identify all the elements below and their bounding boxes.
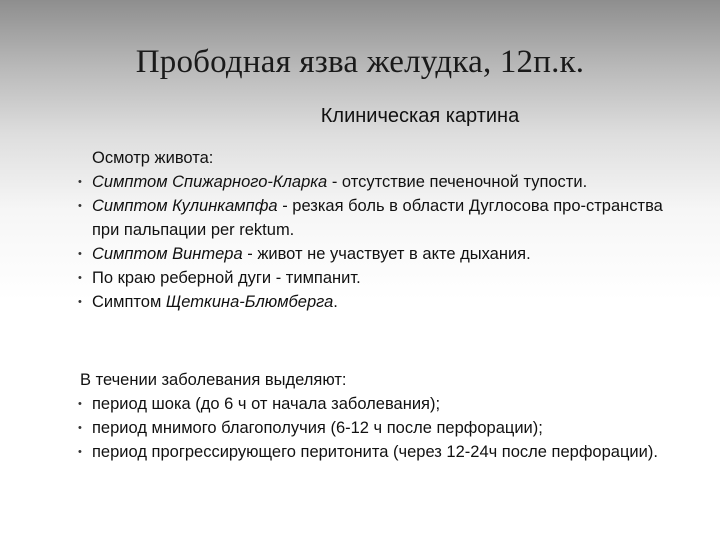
symptom-description: - живот не участвует в акте дыхания.: [242, 245, 531, 263]
symptom-description: По краю реберной дуги - тимпанит.: [92, 269, 361, 287]
course-item-text: период мнимого благополучия (6-12 ч после перфорации);: [92, 419, 543, 437]
symptom-name: Симптом Винтера: [92, 245, 243, 263]
symptom-name: Симптом Спижарного-Кларка: [92, 173, 328, 191]
slide-subtitle: Клиническая картина: [320, 105, 520, 127]
course-item: [72, 416, 692, 440]
symptom-description: - резкая боль в области Дуглосова про-странства при пальпации per rektum.: [92, 197, 663, 239]
course-item: [72, 392, 692, 416]
symptom-description: - отсутствие печеночной тупости.: [327, 173, 588, 191]
symptom-name: Щеткина-Блюмберга: [165, 293, 334, 311]
course-item-text: период прогрессирующего перитонита (через 12-24ч после перфорации).: [92, 443, 658, 461]
exam-item: [72, 194, 692, 242]
symptom-description: .: [333, 293, 338, 311]
exam-item: [72, 242, 692, 266]
bullet-icon: •: [78, 422, 82, 434]
symptom-name: Симптом Кулинкампфа: [92, 197, 278, 215]
bullet-icon: •: [78, 200, 82, 212]
exam-heading: Осмотр живота:: [92, 149, 214, 167]
course-list: [72, 392, 692, 464]
bullet-icon: •: [78, 248, 82, 260]
bullet-icon: •: [78, 398, 82, 410]
symptom-prefix: Симптом: [92, 293, 166, 311]
exam-section: [72, 146, 692, 314]
course-item: [72, 440, 692, 464]
course-item-text: период шока (до 6 ч от начала заболевания);: [92, 395, 441, 413]
bullet-icon: •: [78, 296, 82, 308]
bullet-icon: •: [78, 272, 82, 284]
bullet-icon: •: [78, 446, 82, 458]
course-section: [72, 368, 692, 464]
exam-item: [72, 266, 692, 290]
exam-item: [72, 290, 692, 314]
bullet-icon: •: [78, 176, 82, 188]
course-heading: В течении заболевания выделяют:: [80, 371, 347, 389]
slide-title: Прободная язва желудка, 12п.к.: [135, 44, 585, 80]
exam-list: [72, 170, 692, 314]
exam-item: [72, 170, 692, 194]
